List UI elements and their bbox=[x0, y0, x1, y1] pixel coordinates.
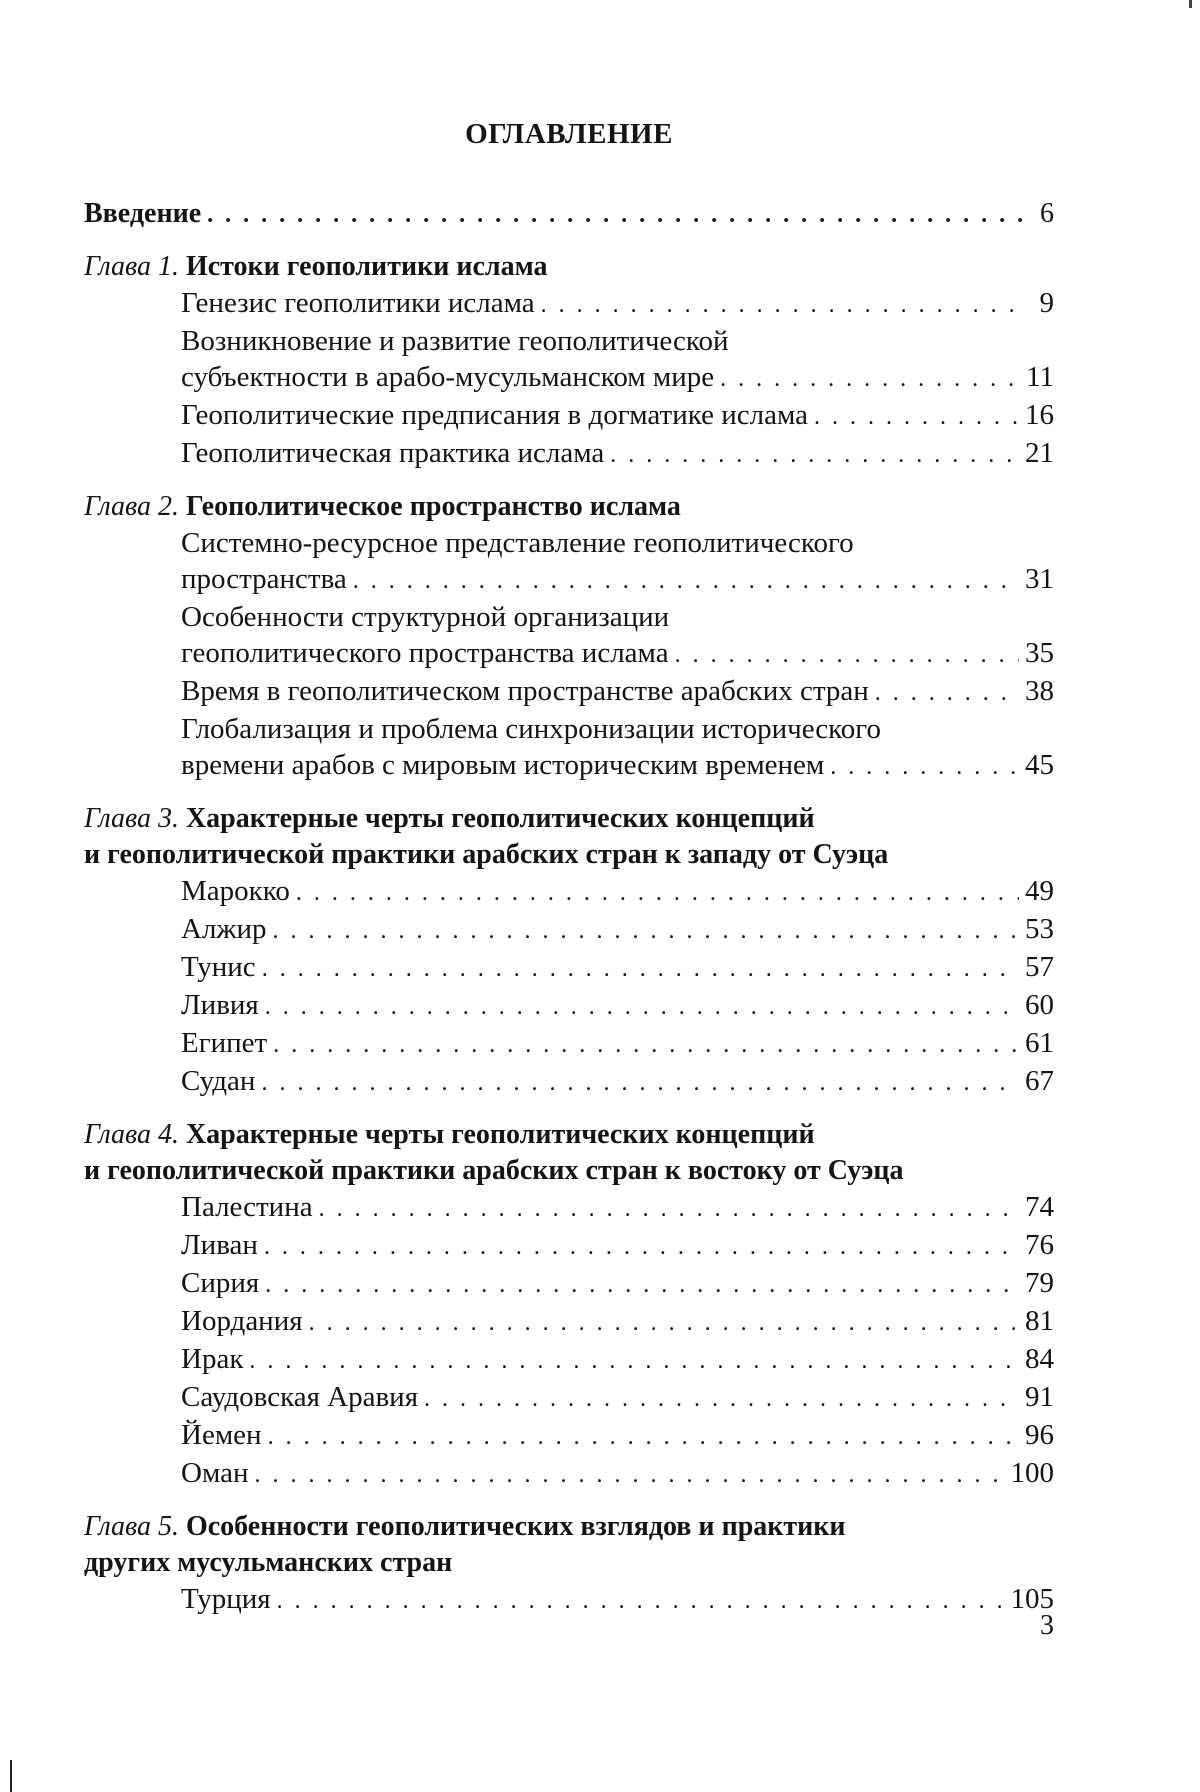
chapter-label: Глава 4. bbox=[84, 1119, 179, 1150]
dot-leader bbox=[207, 197, 1024, 233]
toc-page-number: 16 bbox=[1025, 399, 1054, 431]
toc-page-number: 105 bbox=[1010, 1583, 1054, 1615]
toc-entry[interactable] bbox=[84, 711, 1054, 785]
scan-edge-mark bbox=[10, 1760, 12, 1792]
toc-entry-text: пространства bbox=[181, 563, 347, 595]
toc-entry-line bbox=[181, 1025, 1054, 1063]
chapter-heading[interactable] bbox=[84, 1153, 1054, 1189]
toc-entry-introduction[interactable] bbox=[84, 196, 1054, 233]
dot-leader bbox=[272, 913, 1019, 949]
toc-entry-text: Палестина bbox=[181, 1191, 313, 1223]
toc-entry-text: Саудовская Аравия bbox=[181, 1381, 419, 1413]
toc-chapter bbox=[84, 249, 1054, 473]
toc-entry-line bbox=[181, 359, 1054, 397]
toc-entry-line bbox=[181, 1379, 1054, 1417]
toc-page-number: 31 bbox=[1025, 563, 1054, 595]
chapter-spacer bbox=[84, 1493, 1054, 1509]
chapter-heading[interactable] bbox=[84, 249, 1054, 285]
chapter-heading[interactable] bbox=[84, 1509, 1054, 1545]
toc-page-number: 61 bbox=[1025, 1027, 1054, 1059]
dot-leader bbox=[830, 749, 1019, 785]
dot-leader bbox=[319, 1191, 1019, 1227]
toc-entry-text: геополитического пространства ислама bbox=[181, 637, 669, 669]
dot-leader bbox=[424, 1381, 1019, 1417]
toc-entry[interactable] bbox=[84, 1189, 1054, 1227]
chapter-heading[interactable] bbox=[84, 489, 1054, 525]
chapter-label: Глава 5. bbox=[84, 1511, 179, 1542]
chapter-title: других мусульманских стран bbox=[84, 1547, 453, 1578]
toc-page-number: 49 bbox=[1025, 875, 1054, 907]
toc-entry[interactable] bbox=[84, 1341, 1054, 1379]
toc-page-number: 35 bbox=[1025, 637, 1054, 669]
toc-page-number: 96 bbox=[1025, 1419, 1054, 1451]
toc-chapter bbox=[84, 489, 1054, 785]
dot-leader bbox=[265, 1267, 1019, 1303]
toc-chapter bbox=[84, 1509, 1054, 1619]
toc-entry-line bbox=[181, 1063, 1054, 1101]
chapter-heading[interactable] bbox=[84, 801, 1054, 837]
chapter-title: и геополитической практики арабских стран к западу от Суэца bbox=[84, 839, 889, 870]
toc-entry[interactable] bbox=[84, 1455, 1054, 1493]
toc-entry-text: Геополитическая практика ислама bbox=[181, 437, 605, 469]
toc-entry-line bbox=[181, 911, 1054, 949]
toc-page-number: 45 bbox=[1025, 749, 1054, 781]
toc-entry-line bbox=[181, 747, 1054, 785]
toc-entry-line bbox=[181, 873, 1054, 911]
chapter-spacer bbox=[84, 473, 1054, 489]
toc-entry[interactable] bbox=[84, 1227, 1054, 1265]
chapter-spacer bbox=[84, 233, 1054, 249]
toc-entry-text: времени арабов с мировым историческим временем bbox=[181, 749, 825, 781]
document-page bbox=[84, 0, 1054, 1792]
toc-entry-line bbox=[181, 561, 1054, 599]
chapter-title: Геополитическое пространство ислама bbox=[185, 491, 681, 522]
dot-leader bbox=[261, 1065, 1019, 1101]
dot-leader bbox=[720, 361, 1020, 397]
chapter-title: Характерные черты геополитических концепций bbox=[185, 803, 815, 834]
toc-entry[interactable] bbox=[84, 873, 1054, 911]
toc-entry-text: Сирия bbox=[181, 1267, 260, 1299]
toc-entry-text: Оман bbox=[181, 1457, 249, 1489]
toc-entry-text: субъектности в арабо-мусульманском мире bbox=[181, 361, 715, 393]
toc-entry[interactable] bbox=[84, 1265, 1054, 1303]
toc-entry[interactable] bbox=[84, 1025, 1054, 1063]
chapter-spacer bbox=[84, 1101, 1054, 1117]
toc-entry[interactable] bbox=[84, 987, 1054, 1025]
toc-entry-text: Ирак bbox=[181, 1343, 244, 1375]
toc-entry-line bbox=[181, 1265, 1054, 1303]
toc-entry-line bbox=[181, 397, 1054, 435]
toc-page-number: 76 bbox=[1025, 1229, 1054, 1261]
toc-entry-text: Генезис геополитики ислама bbox=[181, 287, 535, 319]
chapter-label: Глава 2. bbox=[84, 491, 179, 522]
toc-entry-text: Судан bbox=[181, 1065, 256, 1097]
toc-entry-line bbox=[181, 435, 1054, 473]
toc-page-number: 9 bbox=[1039, 287, 1054, 319]
dot-leader bbox=[296, 875, 1019, 911]
toc-entry-text: Системно-ресурсное представление геополитического bbox=[181, 527, 854, 559]
toc-entry-text: Возникновение и развитие геополитической bbox=[181, 325, 729, 357]
table-of-contents bbox=[84, 196, 1054, 1619]
chapter-label: Глава 1. bbox=[84, 251, 179, 282]
dot-leader bbox=[353, 563, 1019, 599]
chapter-spacer bbox=[84, 785, 1054, 801]
chapter-heading[interactable] bbox=[84, 837, 1054, 873]
toc-entry[interactable] bbox=[84, 599, 1054, 673]
dot-leader bbox=[249, 1343, 1019, 1379]
toc-entry-text: Марокко bbox=[181, 875, 290, 907]
scan-corner-mark bbox=[1189, 0, 1192, 8]
toc-entry-text: Геополитические предписания в догматике ислама bbox=[181, 399, 808, 431]
toc-entry[interactable] bbox=[84, 1063, 1054, 1101]
toc-page-number: 81 bbox=[1025, 1305, 1054, 1337]
toc-entry[interactable] bbox=[84, 1303, 1054, 1341]
toc-entry-text: Ливия bbox=[181, 989, 259, 1021]
toc-page-number: 11 bbox=[1026, 361, 1054, 393]
toc-entry-text: Алжир bbox=[181, 913, 267, 945]
dot-leader bbox=[541, 287, 1024, 323]
chapter-title: и геополитической практики арабских стран к востоку от Суэца bbox=[84, 1155, 904, 1186]
toc-page-number: 57 bbox=[1025, 951, 1054, 983]
toc-page-number: 79 bbox=[1025, 1267, 1054, 1299]
toc-entry[interactable] bbox=[84, 323, 1054, 397]
toc-entry-text: Ливан bbox=[181, 1229, 258, 1261]
toc-entry-text: Египет bbox=[181, 1027, 268, 1059]
dot-leader bbox=[255, 1457, 1005, 1493]
toc-entry-text: Время в геополитическом пространстве арабских стран bbox=[181, 675, 869, 707]
page-number: 3 bbox=[1040, 1610, 1054, 1641]
toc-entry-text: Тунис bbox=[181, 951, 256, 983]
dot-leader bbox=[610, 437, 1019, 473]
chapter-heading[interactable] bbox=[84, 1545, 1054, 1581]
toc-entry[interactable] bbox=[84, 285, 1054, 323]
toc-entry-text: Особенности структурной организации bbox=[181, 601, 670, 633]
toc-entry-line bbox=[181, 673, 1054, 711]
dot-leader bbox=[875, 675, 1019, 711]
toc-page-number: 6 bbox=[1040, 198, 1054, 229]
toc-entry-line bbox=[181, 1341, 1054, 1379]
toc-page-number: 67 bbox=[1025, 1065, 1054, 1097]
toc-entry[interactable] bbox=[84, 525, 1054, 599]
toc-page-number: 21 bbox=[1025, 437, 1054, 469]
page-title: ОГЛАВЛЕНИЕ bbox=[465, 118, 673, 150]
toc-entry-line bbox=[181, 949, 1054, 987]
toc-entry-line bbox=[181, 1455, 1054, 1493]
toc-entry-line bbox=[181, 1303, 1054, 1341]
toc-entry-text: Введение bbox=[84, 198, 202, 229]
toc-entry[interactable] bbox=[84, 397, 1054, 435]
dot-leader bbox=[675, 637, 1019, 673]
toc-page-number: 100 bbox=[1010, 1457, 1054, 1489]
toc-entry[interactable] bbox=[84, 1379, 1054, 1417]
toc-entry-line bbox=[181, 1581, 1054, 1619]
toc-page-number: 74 bbox=[1025, 1191, 1054, 1223]
toc-entry-text: Йемен bbox=[181, 1419, 262, 1451]
dot-leader bbox=[814, 399, 1019, 435]
toc-entry-line bbox=[181, 285, 1054, 323]
toc-entry-line bbox=[181, 1417, 1054, 1455]
dot-leader bbox=[277, 1583, 1005, 1619]
toc-entry[interactable] bbox=[84, 1581, 1054, 1619]
toc-entry[interactable] bbox=[84, 949, 1054, 987]
chapter-title: Особенности геополитических взглядов и практики bbox=[185, 1511, 846, 1542]
toc-page-number: 38 bbox=[1025, 675, 1054, 707]
toc-entry[interactable] bbox=[84, 673, 1054, 711]
chapter-heading[interactable] bbox=[84, 1117, 1054, 1153]
toc-page-number: 53 bbox=[1025, 913, 1054, 945]
dot-leader bbox=[264, 1229, 1019, 1265]
toc-entry-text: Глобализация и проблема синхронизации исторического bbox=[181, 713, 881, 745]
toc-page-number: 60 bbox=[1025, 989, 1054, 1021]
dot-leader bbox=[309, 1305, 1019, 1341]
dot-leader bbox=[273, 1027, 1019, 1063]
toc-chapter bbox=[84, 1117, 1054, 1493]
chapter-title: Характерные черты геополитических концепций bbox=[185, 1119, 815, 1150]
dot-leader bbox=[268, 1419, 1019, 1455]
toc-page-number: 84 bbox=[1025, 1343, 1054, 1375]
toc-entry[interactable] bbox=[84, 1417, 1054, 1455]
toc-entry-text: Турция bbox=[181, 1583, 271, 1615]
chapter-title: Истоки геополитики ислама bbox=[185, 251, 548, 282]
toc-entry[interactable] bbox=[84, 911, 1054, 949]
chapter-label: Глава 3. bbox=[84, 803, 179, 834]
toc-page-number: 91 bbox=[1025, 1381, 1054, 1413]
toc-entry[interactable] bbox=[84, 435, 1054, 473]
dot-leader bbox=[262, 951, 1019, 987]
toc-entry-line bbox=[181, 987, 1054, 1025]
toc-entry-line bbox=[181, 635, 1054, 673]
toc-chapter bbox=[84, 801, 1054, 1101]
dot-leader bbox=[265, 989, 1019, 1025]
toc-entry-text: Иордания bbox=[181, 1305, 303, 1337]
toc-entry-line bbox=[181, 1189, 1054, 1227]
toc-entry-line bbox=[181, 1227, 1054, 1265]
